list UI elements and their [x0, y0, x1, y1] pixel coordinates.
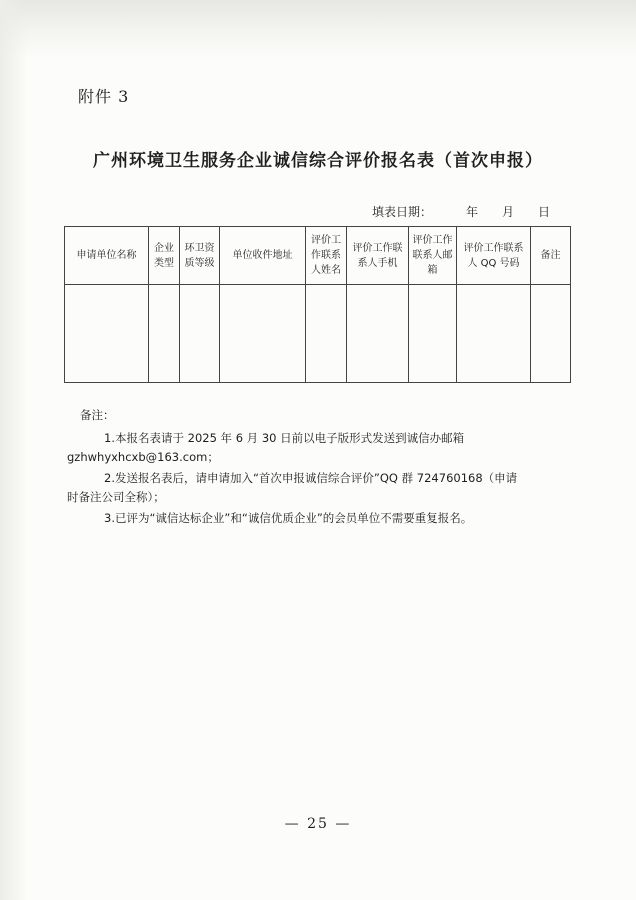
attachment-label: 附件 3 — [78, 87, 130, 106]
cell-enterprise-type[interactable] — [149, 285, 180, 383]
scan-shadow-top — [0, 0, 636, 58]
header-applicant-name: 申请单位名称 — [65, 227, 149, 285]
fill-date-month: 月 — [502, 205, 515, 219]
note-item-3: 3.已评为“诚信达标企业”和“诚信优质企业”的会员单位不需要重复报名。 — [104, 511, 473, 525]
fill-date-line — [372, 203, 572, 221]
fill-date-label: 填表日期： — [372, 205, 433, 219]
header-contact-phone: 评价工作联系人手机 — [347, 227, 409, 285]
notes-label: 备注： — [80, 408, 115, 422]
header-qualification-level: 环卫资质等级 — [180, 227, 220, 285]
cell-remarks[interactable] — [531, 285, 571, 383]
table-header-row — [65, 227, 571, 285]
registration-table — [64, 226, 571, 383]
note-item-1-continuation: gzhwhyxhcxb@163.com； — [67, 450, 219, 464]
cell-mailing-address[interactable] — [220, 285, 306, 383]
header-contact-qq: 评价工作联系人 QQ 号码 — [457, 227, 531, 285]
note-item-2-continuation: 时备注公司全称）； — [67, 490, 165, 504]
header-contact-name: 评价工作联系人姓名 — [306, 227, 347, 285]
cell-contact-email[interactable] — [409, 285, 457, 383]
table-row — [65, 285, 571, 383]
form-title: 广州环境卫生服务企业诚信综合评价报名表（首次申报） — [93, 151, 543, 171]
cell-contact-qq[interactable] — [457, 285, 531, 383]
cell-contact-phone[interactable] — [347, 285, 409, 383]
cell-applicant-name[interactable] — [65, 285, 149, 383]
cell-contact-name[interactable] — [306, 285, 347, 383]
fill-date-year: 年 — [466, 205, 479, 219]
header-enterprise-type: 企业类型 — [149, 227, 180, 285]
notes-section — [67, 406, 564, 528]
header-mailing-address: 单位收件地址 — [220, 227, 306, 285]
note-item-1: 1.本报名表请于 2025 年 6 月 30 日前以电子版形式发送到诚信办邮箱 — [104, 431, 465, 445]
page-number: — 25 — — [284, 816, 352, 832]
cell-qualification-level[interactable] — [180, 285, 220, 383]
note-item-2: 2.发送报名表后，请申请加入“首次申报诚信综合评价”QQ 群 724760168（申请 — [104, 471, 518, 485]
header-contact-email: 评价工作联系人邮箱 — [409, 227, 457, 285]
header-remarks: 备注 — [531, 227, 571, 285]
fill-date-day: 日 — [538, 205, 551, 219]
scan-shadow-left — [0, 0, 28, 900]
